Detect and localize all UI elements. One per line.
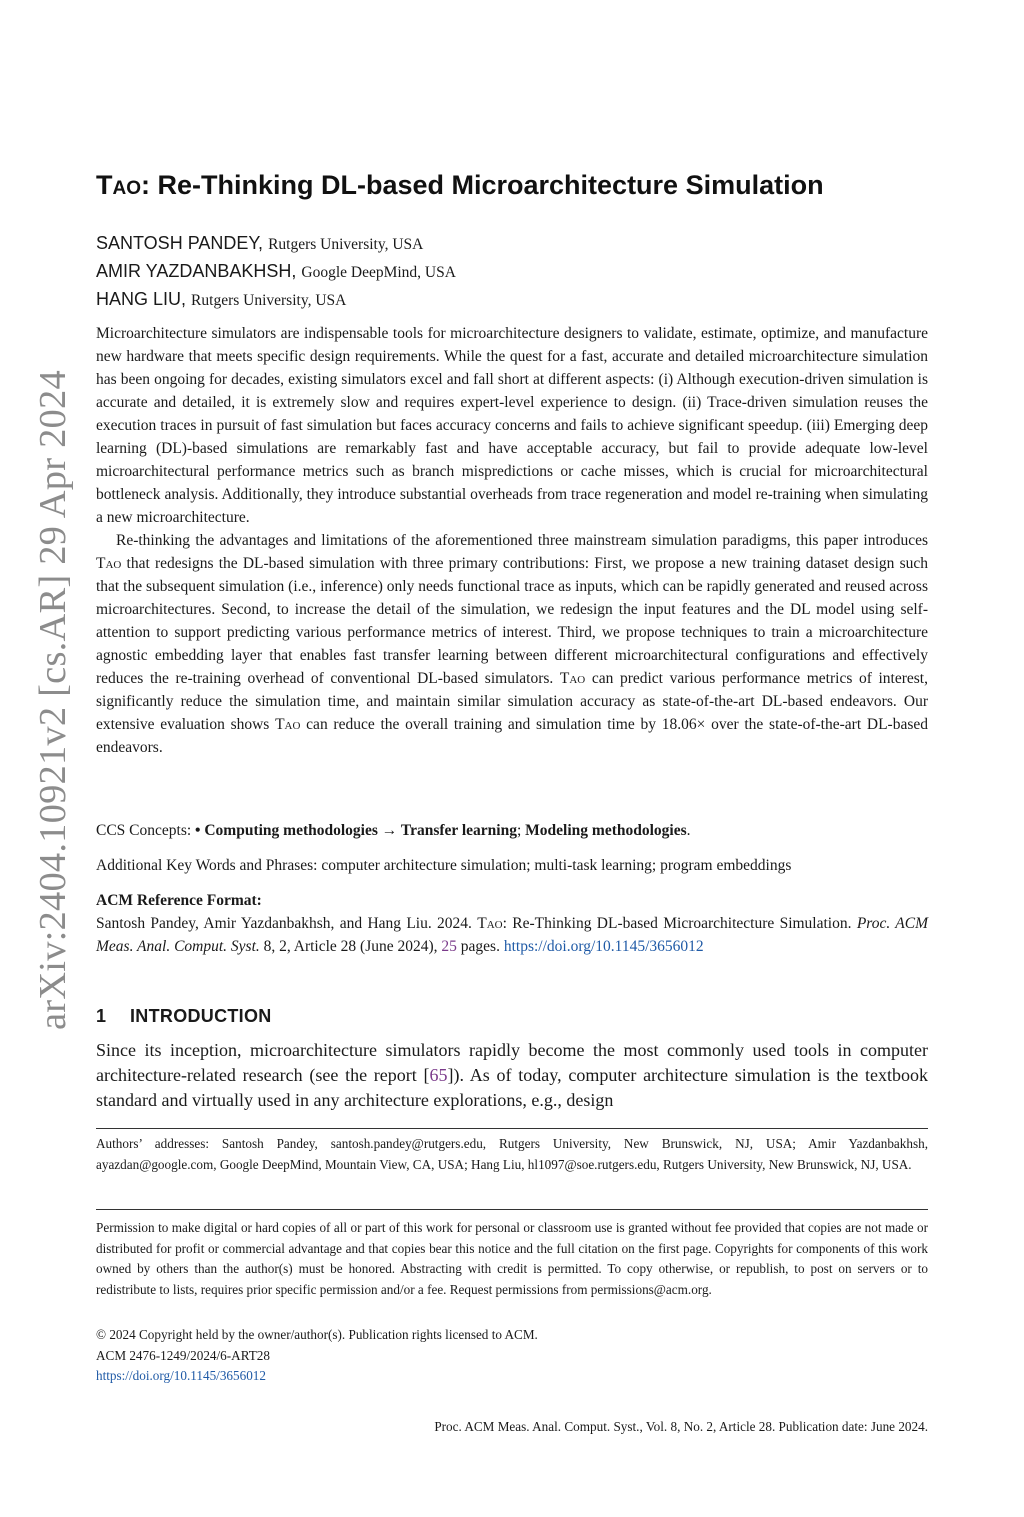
author-affiliation: Rutgers University, USA [268, 236, 424, 253]
ccs-arrow: → [377, 822, 401, 839]
ccs-category: • Computing methodologies [195, 822, 378, 839]
acm-reference-text [96, 912, 928, 958]
title-text: : Re-Thinking DL-based Microarchitecture Simulation [141, 170, 824, 200]
acm-number: ACM 2476-1249/2024/6-ART28 [96, 1347, 270, 1363]
publication-info [96, 1325, 538, 1387]
footnote-divider [96, 1128, 928, 1129]
paper-title [96, 170, 936, 201]
ccs-label: CCS Concepts: [96, 822, 196, 839]
author-addresses: Authors’ addresses: Santosh Pandey, santosh.pandey@rutgers.edu, Rutgers University, New Brunswick, NJ, USA; Amir Yazdanbakhsh, ayazdan@google.com, Google DeepMind, Mountain View, CA, USA; Hang Liu, hl1097@soe.rutgers.edu, Rutgers University, New Brunswick, NJ, USA. [96, 1136, 928, 1172]
system-name: Tao [275, 716, 301, 733]
ccs-term: Modeling methodologies [525, 822, 687, 839]
ccs-concepts [96, 819, 928, 842]
copyright-line: © 2024 Copyright held by the owner/author(s). Publication rights licensed to ACM. [96, 1327, 538, 1342]
author-affiliation: Google DeepMind, USA [301, 264, 456, 281]
intro-text: Since its inception, microarchitecture simulators rapidly become the most commonly used tools in computer architecture-related research (see the report [ [96, 1040, 928, 1085]
acm-reference-format [96, 889, 928, 958]
footer-doi-link[interactable]: https://doi.org/10.1145/3656012 [96, 1368, 266, 1383]
keywords: Additional Key Words and Phrases: computer architecture simulation; multi-task learning; program embeddings [96, 857, 792, 874]
ccs-end: . [686, 822, 691, 839]
journal-name: Proc. ACM Meas. Anal. Comput. Syst. [96, 915, 929, 955]
permission-notice: Permission to make digital or hard copies of all or part of this work for personal or classroom use is granted without fee provided that copies are not made or distributed for profit or commercial advantage and that copies bear this notice and the full citation on the first page. Copyrights for components of this work owned by others than the author(s) must be honored. Abstracting with credit is permitted. To copy otherwise, or republish, to post on servers or to redistribute to lists, requires prior specific permission and/or a fee. Request permissions from permissions@acm.org. [96, 1220, 928, 1297]
abstract-text: that redesigns the DL-based simulation with three primary contributions: First, we propose a new training dataset design such that the subsequent simulation (i.e., inference) only needs functional trace as inputs, which can be rapidly generated and reused across microarchitectures. Second, to increase the detail of the simulation, we redesign the input features and the DL model using self-attention to support predicting various performance metrics of interest. Third, we propose techniques to train a microarchitecture agnostic embedding layer that enables fast transfer learning between different microarchitectural configurations and effectively reduces the re-training overhead of conventional DL-based simulators. [96, 555, 928, 687]
reference-text: pages. [456, 938, 504, 955]
section-number: 1 [96, 1006, 107, 1026]
system-name: Tao [559, 670, 586, 687]
author-entry [96, 286, 456, 314]
abstract-paragraph-1: Microarchitecture simulators are indispensable tools for microarchitecture designers to validate, estimate, optimize, and manufacture new hardware that meets specific design requirements. While the quest for a fast, accurate and detailed microarchitecture simulation has been ongoing for decades, existing simulators excel and fall short at different aspects: (i) Although execution-driven simulation is accurate and detailed, it is extremely slow and requires expert-level experience to design. (ii) Trace-driven simulation reuses the execution traces in pursuit of fast simulation but faces accuracy concerns and fails to achieve significant speedup. (iii) Emerging deep learning (DL)-based simulations are remarkably fast and have acceptable accuracy, but fail to provide adequate low-level microarchitectural performance metrics such as branch mispredictions or cache misses, which is crucial for microarchitectural bottleneck analysis. Additionally, they introduce substantial overheads from trace regeneration and model re-training when simulating a new microarchitecture. [96, 325, 928, 526]
author-list [96, 230, 456, 314]
acm-reference-heading: ACM Reference Format: [96, 892, 262, 909]
abstract [96, 322, 928, 759]
page-footer: Proc. ACM Meas. Anal. Comput. Syst., Vol. 8, No. 2, Article 28. Publication date: June 2024. [434, 1419, 928, 1434]
author-name: AMIR YAZDANBAKHSH, [96, 261, 297, 281]
section-heading [96, 1006, 272, 1027]
pages-link[interactable]: 25 [441, 938, 457, 955]
intro-text: ]). As of today, computer architecture simulation is the textbook standard and virtually used in any architecture explorations, e.g., design [96, 1065, 928, 1110]
author-entry [96, 230, 456, 258]
author-affiliation: Rutgers University, USA [191, 292, 347, 309]
title-system-name: Tao [96, 170, 141, 200]
author-entry [96, 258, 456, 286]
abstract-text: Re-thinking the advantages and limitations of the aforementioned three mainstream simulation paradigms, this paper introduces [116, 532, 928, 549]
system-name: Tao [96, 555, 122, 572]
reference-text: 8, 2, Article 28 (June 2024), [259, 938, 442, 955]
doi-link[interactable]: https://doi.org/10.1145/3656012 [503, 938, 704, 955]
ccs-separator: ; [516, 822, 526, 839]
section-title: INTRODUCTION [130, 1006, 272, 1026]
arxiv-stamp: arXiv:2404.10921v2 [cs.AR] 29 Apr 2024 [32, 370, 74, 1030]
citation-link[interactable]: 65 [429, 1065, 448, 1085]
system-name: Tao [477, 915, 503, 932]
abstract-text: can reduce the overall training and simulation time by 18.06× over the state-of-the-art DL-based endeavors. [96, 716, 928, 756]
intro-paragraph [96, 1038, 928, 1113]
abstract-paragraph-2 [96, 529, 928, 759]
permission-divider [96, 1209, 928, 1210]
abstract-text: can predict various performance metrics of interest, significantly reduce the simulation time, and maintain similar simulation accuracy as state-of-the-art DL-based endeavors. Our extensive evaluation shows [96, 670, 928, 733]
author-name: SANTOSH PANDEY, [96, 233, 264, 253]
author-name: HANG LIU, [96, 289, 187, 309]
ccs-term: Transfer learning [400, 822, 517, 839]
reference-text: : Re-Thinking DL-based Microarchitecture Simulation. [502, 915, 857, 932]
reference-text: Santosh Pandey, Amir Yazdanbakhsh, and Hang Liu. 2024. [96, 915, 478, 932]
